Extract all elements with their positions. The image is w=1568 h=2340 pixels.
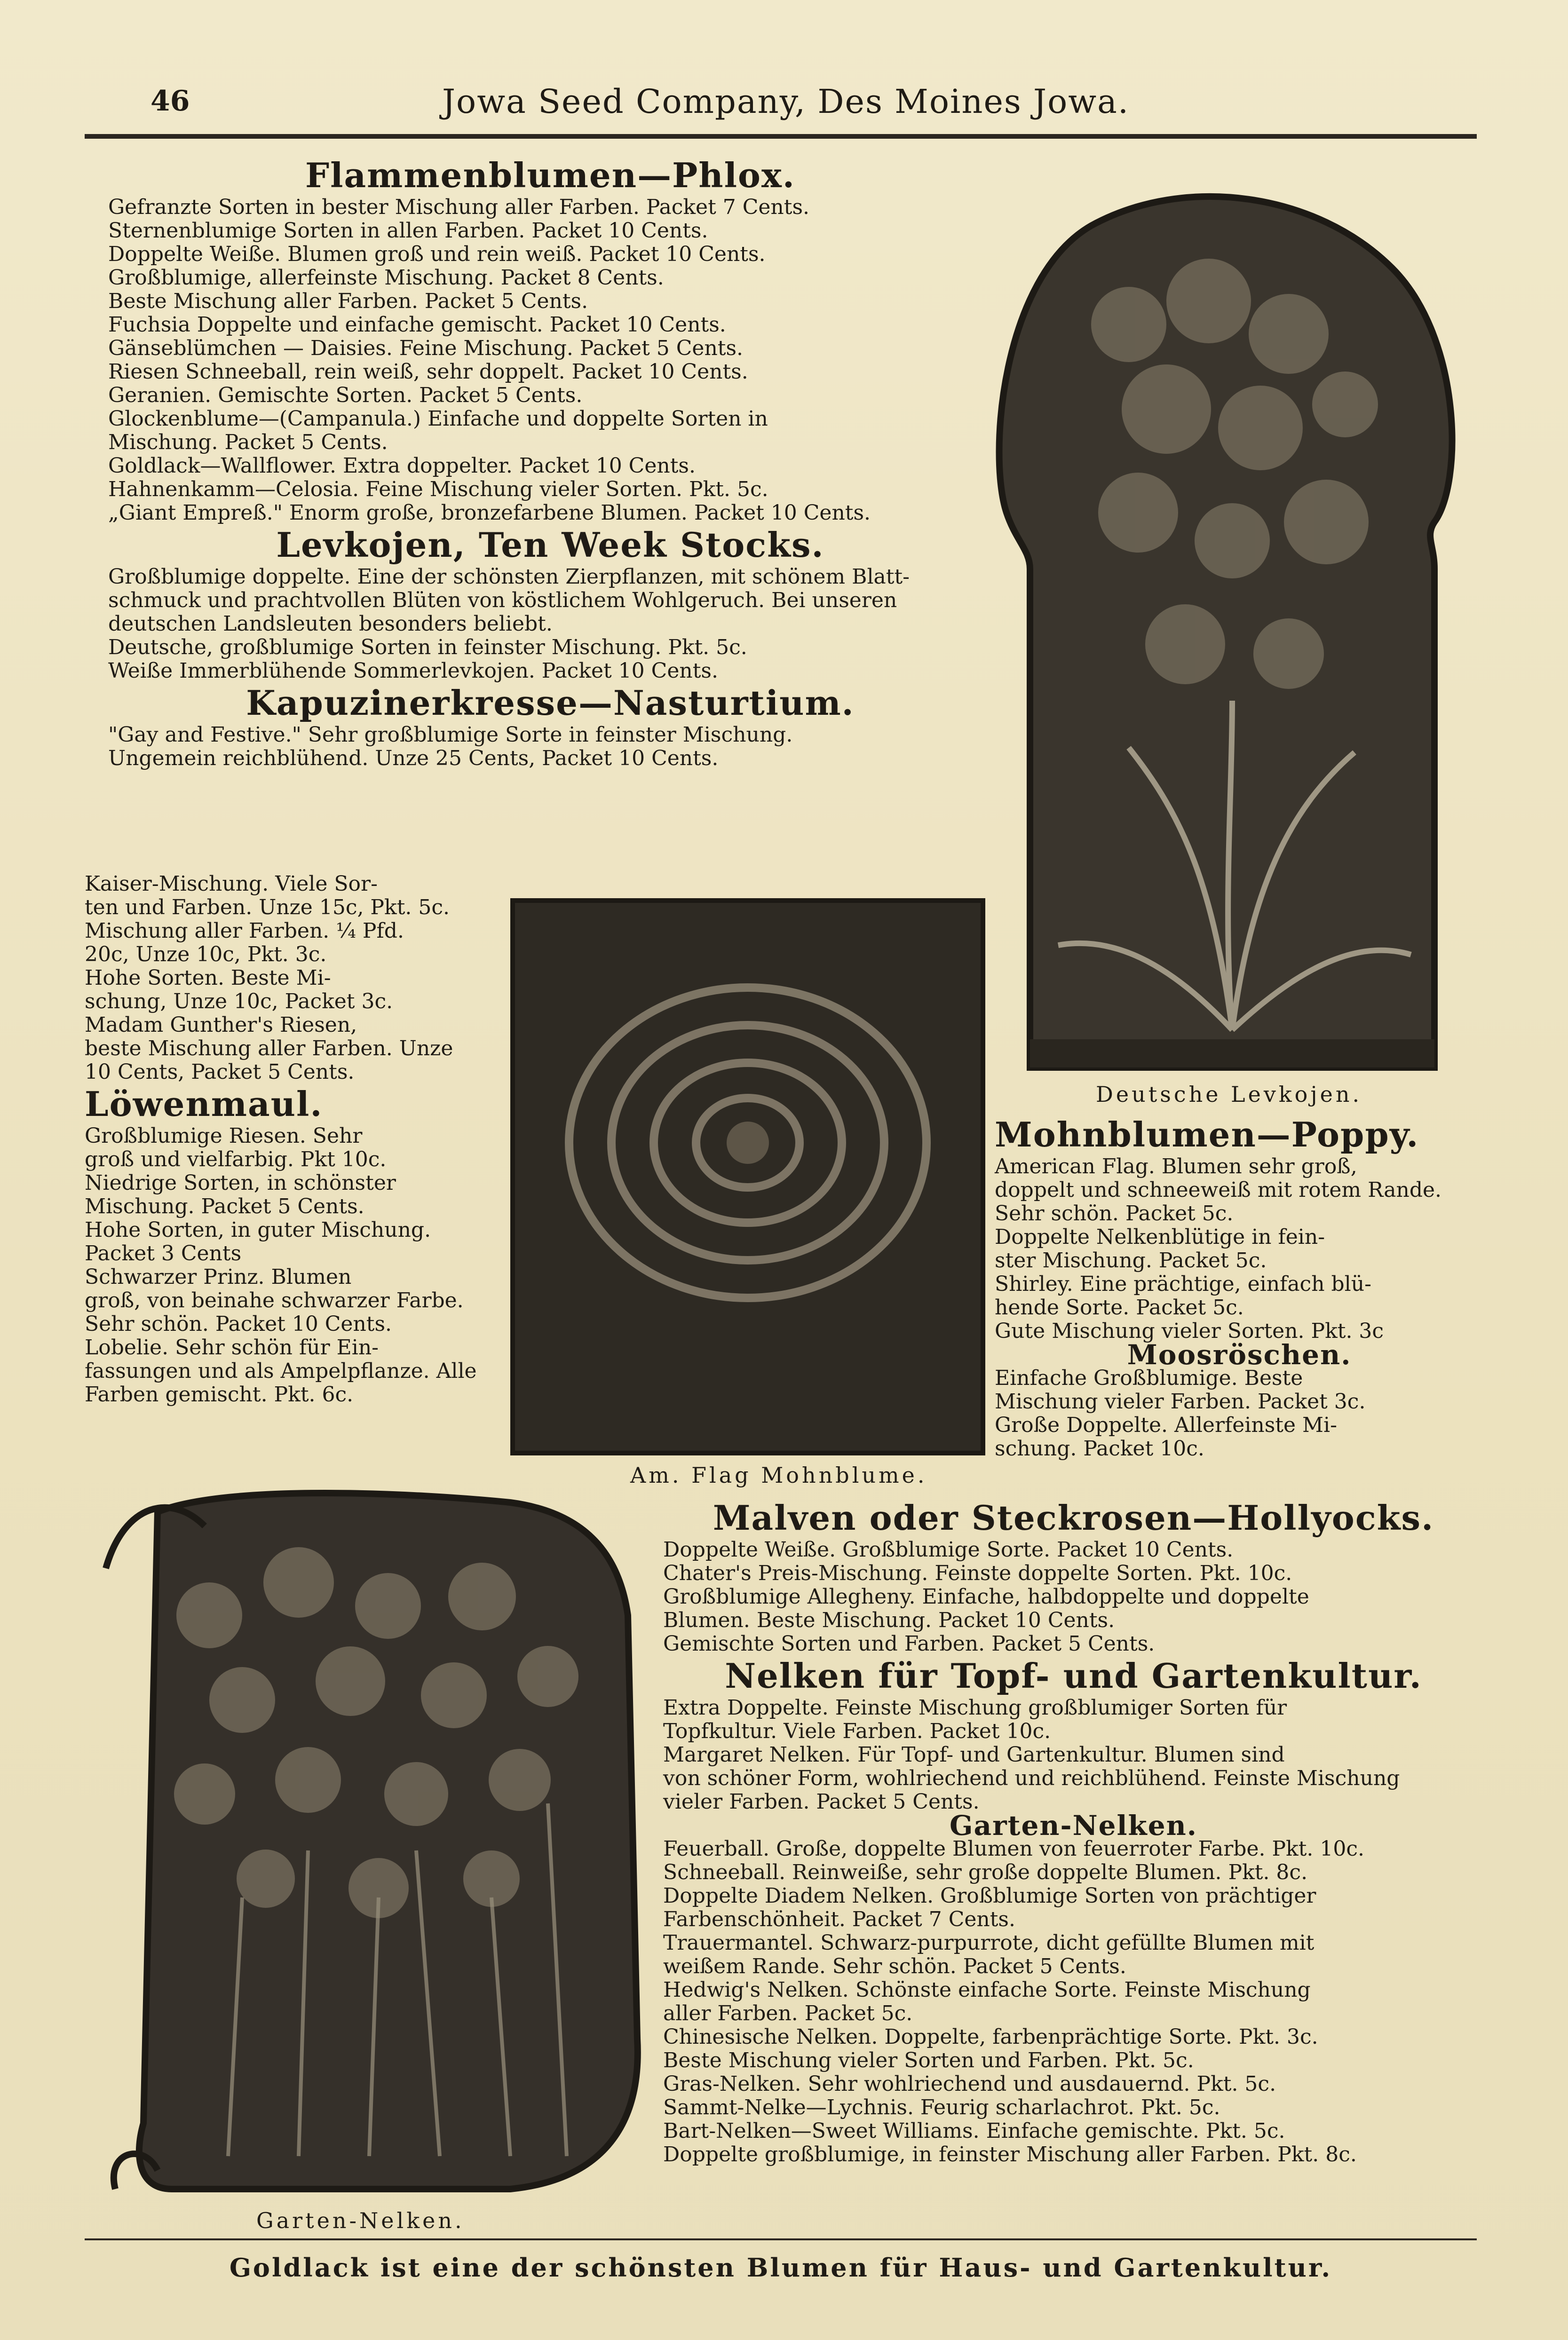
footer-rule [85,2238,1477,2240]
text-line: Feuerball. Große, doppelte Blumen von feuerroter Farbe. Pkt. 10c. [663,1837,1364,1861]
section-heading: Mohnblumen—Poppy. [995,1115,1419,1154]
running-title: Jowa Seed Company, Des Moines Jowa. [442,82,1130,121]
section-heading: Nelken für Topf- und Gartenkultur. [725,1656,1422,1696]
text-line: American Flag. Blumen sehr groß, [995,1154,1357,1178]
text-line: Hahnenkamm—Celosia. Feine Mischung vieler Sorten. Pkt. 5c. [108,477,768,501]
caption-mohn: Am. Flag Mohnblume. [630,1462,927,1488]
text-line: Deutsche, großblumige Sorten in feinster Mischung. Pkt. 5c. [108,635,747,659]
page-header [85,78,1477,134]
text-line: schmuck und prachtvollen Blüten von köstlichem Wohlgeruch. Bei unseren [108,588,897,612]
text-line: Trauermantel. Schwarz-purpurrote, dicht gefüllte Blumen mit [663,1931,1315,1955]
text-line: vieler Farben. Packet 5 Cents. [663,1790,980,1814]
text-line: Beste Mischung aller Farben. Packet 5 Cents. [108,289,588,313]
text-line: weißem Rande. Sehr schön. Packet 5 Cents. [663,1954,1126,1978]
carnation-illustration [87,1474,661,2203]
section-heading: Flammenblumen—Phlox. [305,155,795,195]
text-line: ten und Farben. Unze 15c, Pkt. 5c. [85,895,450,919]
text-line: Farbenschönheit. Packet 7 Cents. [663,1907,1015,1931]
text-line: Doppelte Nelkenblütige in fein- [995,1225,1325,1249]
text-line: Geranien. Gemischte Sorten. Packet 5 Cents. [108,383,583,407]
text-line: Doppelte Weiße. Großblumige Sorte. Packet 10 Cents. [663,1538,1234,1562]
text-line: Fuchsia Doppelte und einfache gemischt. Packet 10 Cents. [108,313,726,337]
text-line: Bart-Nelken—Sweet Williams. Einfache gemischte. Pkt. 5c. [663,2119,1285,2143]
text-line: Doppelte großblumige, in feinster Mischung aller Farben. Pkt. 8c. [663,2142,1357,2166]
text-line: schung, Unze 10c, Packet 3c. [85,989,393,1013]
text-line: Gänseblümchen — Daisies. Feine Mischung. Packet 5 Cents. [108,336,744,360]
text-column-top [108,155,992,770]
section-heading: Löwenmaul. [85,1084,323,1124]
text-line: 10 Cents, Packet 5 Cents. [85,1060,355,1084]
text-column-left [85,872,508,1407]
text-line: Sternenblumige Sorten in allen Farben. Packet 10 Cents. [108,219,708,243]
text-line: Ungemein reichblühend. Unze 25 Cents, Packet 10 Cents. [108,746,719,770]
text-line: Shirley. Eine prächtige, einfach blü- [995,1272,1371,1296]
text-line: Großblumige, allerfeinste Mischung. Packet 8 Cents. [108,266,664,290]
text-line: 20c, Unze 10c, Pkt. 3c. [85,942,327,966]
text-line: Lobelie. Sehr schön für Ein- [85,1336,379,1360]
text-line: fassungen und als Ampelpflanze. Alle [85,1359,477,1383]
text-line: Sehr schön. Packet 5c. [995,1202,1234,1225]
text-line: Extra Doppelte. Feinste Mischung großblumiger Sorten für [663,1696,1287,1720]
text-line: Mischung aller Farben. ¼ Pfd. [85,919,404,943]
text-line: Sehr schön. Packet 10 Cents. [85,1312,392,1336]
text-line: Topfkultur. Viele Farben. Packet 10c. [663,1719,1051,1743]
text-line: Gute Mischung vieler Sorten. Pkt. 3c [995,1319,1384,1343]
levkojen-illustration [988,183,1477,1077]
section-heading: Malven oder Steckrosen—Hollyocks. [713,1498,1434,1538]
text-line: Farben gemischt. Pkt. 6c. [85,1383,354,1407]
text-line: Margaret Nelken. Für Topf- und Gartenkultur. Blumen sind [663,1743,1285,1767]
text-line: deutschen Landsleuten besonders beliebt. [108,612,553,636]
text-line: Hedwig's Nelken. Schönste einfache Sorte. Feinste Mischung [663,1978,1311,2002]
text-line: hende Sorte. Packet 5c. [995,1296,1244,1320]
text-line: ster Mischung. Packet 5c. [995,1249,1267,1273]
text-line: Chinesische Nelken. Doppelte, farbenprächtige Sorte. Pkt. 3c. [663,2025,1318,2049]
text-line: doppelt und schneeweiß mit rotem Rande. [995,1178,1442,1202]
text-column-bottom [663,1498,1484,2166]
section-heading: Kapuzinerkresse—Nasturtium. [246,683,855,723]
text-line: Einfache Großblumige. Beste [995,1366,1303,1390]
text-line: Sammt-Nelke—Lychnis. Feurig scharlachrot. Pkt. 5c. [663,2095,1220,2119]
poppy-illustration [510,898,985,1455]
text-line: Glockenblume—(Campanula.) Einfache und doppelte Sorten in [108,407,768,431]
text-column-right [995,1115,1484,1461]
text-line: Doppelte Weiße. Blumen groß und rein weiß. Packet 10 Cents. [108,242,766,266]
text-line: Doppelte Diadem Nelken. Großblumige Sorten von prächtiger [663,1884,1316,1908]
text-line: Gefranzte Sorten in bester Mischung aller Farben. Packet 7 Cents. [108,195,810,219]
text-line: Schwarzer Prinz. Blumen [85,1265,352,1289]
caption-levkojen: Deutsche Levkojen. [1096,1082,1362,1107]
subsection-heading: Moosröschen. [1127,1339,1352,1371]
text-line: "Gay and Festive." Sehr großblumige Sorte in feinster Mischung. [108,723,793,747]
text-line: Schneeball. Reinweiße, sehr große doppelte Blumen. Pkt. 8c. [663,1860,1308,1884]
text-line: Chater's Preis-Mischung. Feinste doppelte Sorten. Pkt. 10c. [663,1561,1292,1585]
text-line: Madam Gunther's Riesen, [85,1013,357,1037]
text-line: Gemischte Sorten und Farben. Packet 5 Cents. [663,1632,1155,1656]
page-number: 46 [150,85,190,118]
text-line: groß und vielfarbig. Pkt 10c. [85,1147,387,1171]
subsection-heading: Garten-Nelken. [949,1810,1197,1842]
text-line: aller Farben. Packet 5c. [663,2001,913,2025]
text-line: Hohe Sorten, in guter Mischung. [85,1218,431,1242]
text-line: beste Mischung aller Farben. Unze [85,1036,453,1060]
text-line: Packet 3 Cents [85,1241,242,1265]
text-line: Große Doppelte. Allerfeinste Mi- [995,1413,1337,1437]
text-line: Gras-Nelken. Sehr wohlriechend und ausdauernd. Pkt. 5c. [663,2072,1276,2096]
text-line: Goldlack—Wallflower. Extra doppelter. Packet 10 Cents. [108,454,696,478]
text-line: Großblumige doppelte. Eine der schönsten Zierpflanzen, mit schönem Blatt- [108,565,910,589]
section-heading: Levkojen, Ten Week Stocks. [276,525,824,565]
text-line: Beste Mischung vieler Sorten und Farben. Pkt. 5c. [663,2048,1194,2072]
text-line: Riesen Schneeball, rein weiß, sehr doppelt. Packet 10 Cents. [108,360,748,384]
caption-nelken: Garten-Nelken. [256,2208,465,2233]
text-line: Großblumige Allegheny. Einfache, halbdoppelte und doppelte [663,1585,1309,1609]
text-line: „Giant Empreß." Enorm große, bronzefarbene Blumen. Packet 10 Cents. [108,501,871,525]
text-line: Großblumige Riesen. Sehr [85,1124,363,1148]
text-line: Weiße Immerblühende Sommerlevkojen. Packet 10 Cents. [108,659,718,683]
text-line: Mischung. Packet 5 Cents. [85,1194,364,1218]
text-line: von schöner Form, wohlriechend und reichblühend. Feinste Mischung [663,1766,1400,1790]
text-line: Hohe Sorten. Beste Mi- [85,966,331,990]
text-line: Blumen. Beste Mischung. Packet 10 Cents. [663,1608,1115,1632]
text-line: Mischung. Packet 5 Cents. [108,430,388,454]
text-line: Kaiser-Mischung. Viele Sor- [85,872,378,896]
text-line: groß, von beinahe schwarzer Farbe. [85,1289,464,1312]
text-line: schung. Packet 10c. [995,1437,1204,1461]
header-rule [85,134,1477,139]
footer-line: Goldlack ist eine der schönsten Blumen für Haus- und Gartenkultur. [229,2253,1332,2283]
text-line: Niedrige Sorten, in schönster [85,1171,396,1195]
text-line: Mischung vieler Farben. Packet 3c. [995,1390,1366,1414]
